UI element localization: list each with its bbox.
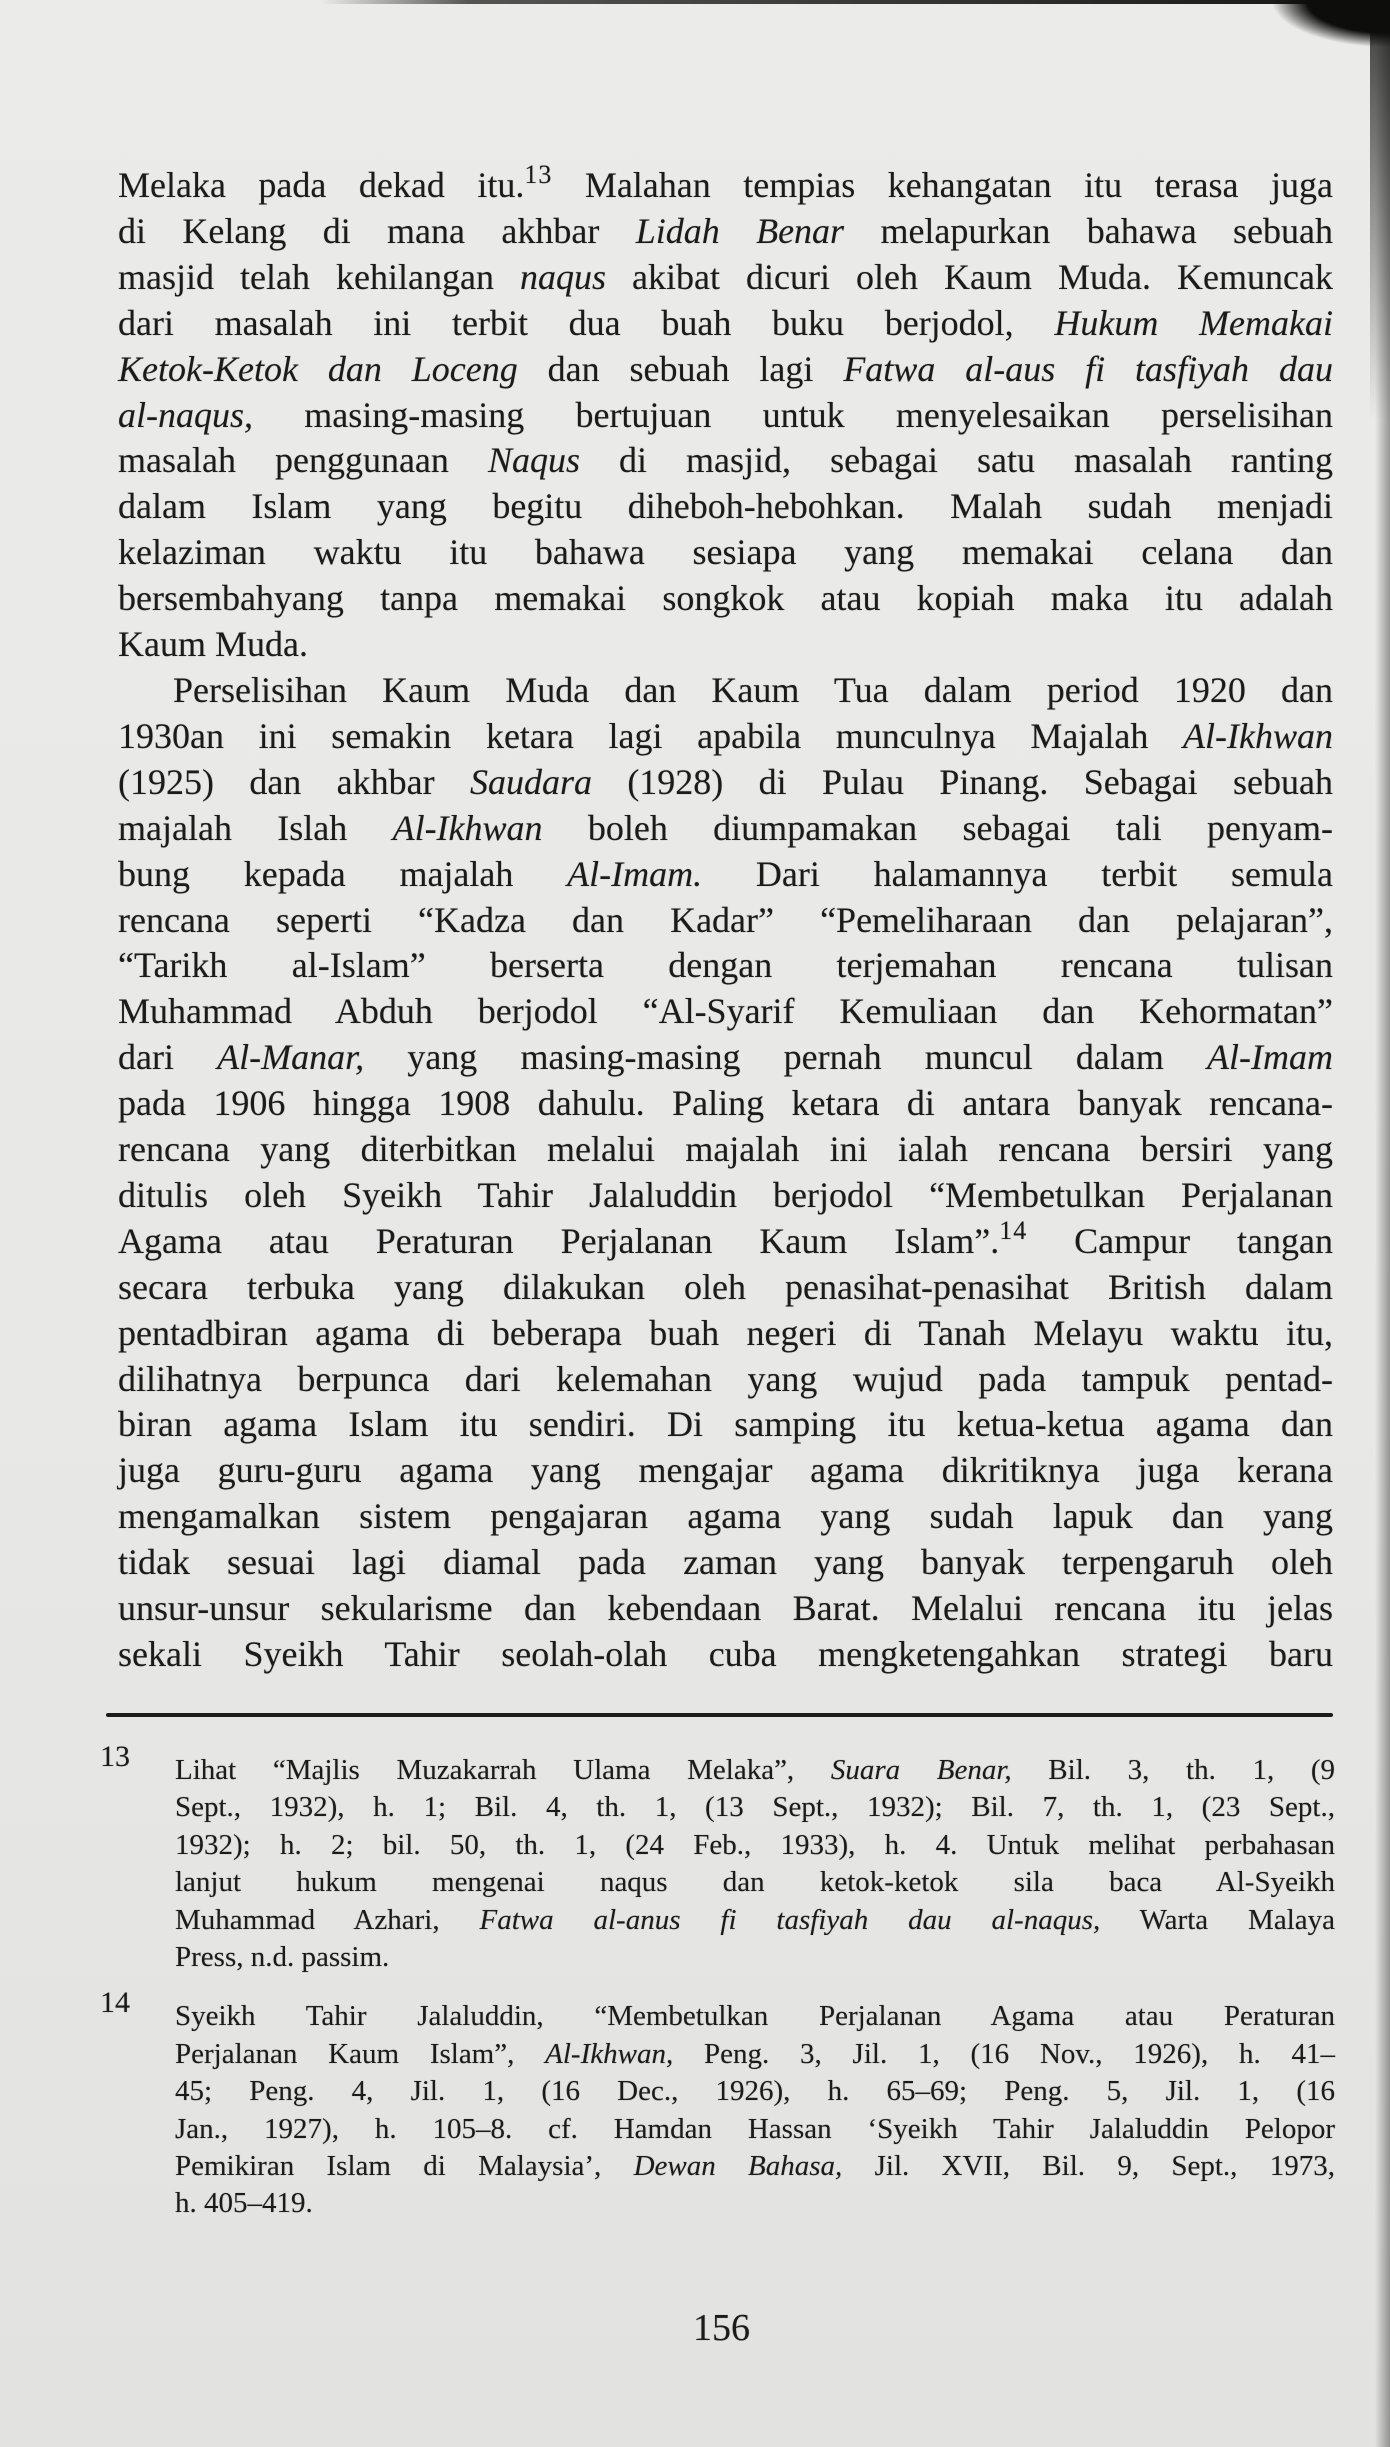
text-line: di Kelang di mana akhbar Lidah Benar melapurkan bahawa sebuah [118,210,1334,251]
text-line: mengamalkan sistem pengajaran agama yang sudah lapuk dan yang [118,1496,1333,1537]
text-line: Syeikh Tahir Jalaluddin, “Membetulkan Perjalanan Agama atau Peraturan [175,2000,1335,2033]
footnote-separator [106,1713,1333,1717]
footnote-marker: 14 [100,1986,130,2020]
text-line: Press, n.d. passim. [175,1941,390,1974]
text-line: dari masalah ini terbit dua buah buku berjodol, Hukum Memakai [118,302,1334,343]
text-line: dari Al-Manar, yang masing-masing pernah muncul dalam Al-Imam [118,1037,1334,1078]
text-line: h. 405–419. [175,2187,313,2220]
text-line: Lihat “Majlis Muzakarrah Ulama Melaka”, Suara Benar, Bil. 3, th. 1, (9 [175,1754,1335,1786]
text-line: rencana yang diterbitkan melalui majalah ini ialah rencana bersiri yang [118,1129,1333,1170]
text-line: dilihatnya berpunca dari kelemahan yang wujud pada tampuk pentad- [118,1358,1333,1399]
text-line: rencana seperti “Kadza dan Kadar” “Pemeliharaan dan pelajaran”, [118,899,1333,940]
text-line: “Tarikh al-Islam” berserta dengan terjemahan rencana tulisan [118,945,1333,986]
text-line: tidak sesuai lagi diamal pada zaman yang banyak terpengaruh oleh [118,1542,1333,1583]
text-line: Agama atau Peraturan Perjalanan Kaum Islam”.$^{14}$ Campur tangan [118,1215,1333,1261]
text-line: (1925) dan akhbar Saudara (1928) di Pulau Pinang. Sebagai sebuah [118,761,1333,802]
footnote-14 [100,1986,1336,2222]
footnote-marker: 13 [100,1740,130,1773]
text-line: 1932); h. 2; bil. 50, th. 1, (24 Feb., 1933), h. 4. Untuk melihat perbahasan [175,1828,1335,1861]
scan-corner-shadow [1230,0,1390,64]
text-line: Ketok-Ketok dan Loceng dan sebuah lagi Fatwa al-aus fi tasfiyah dau [118,348,1333,389]
text-line: Melaka pada dekad itu.$^{13}$ Malahan tempias kehangatan itu terasa juga [118,160,1333,205]
text-line: Perjalanan Kaum Islam”, Al-Ikhwan, Peng. 3, Jil. 1, (16 Nov., 1926), h. 41– [175,2037,1336,2070]
text-line: unsur-unsur sekularisme dan kebendaan Barat. Melalui rencana itu jelas [118,1588,1333,1629]
text-line: bung kepada majalah Al-Imam. Dari halamannya terbit semula [118,853,1333,894]
footnote-text [175,1998,1335,2222]
text-line: 1930an ini semakin ketara lagi apabila munculnya Majalah Al-Ikhwan [118,715,1333,756]
text-line: majalah Islah Al-Ikhwan boleh diumpamakan sebagai tali penyam- [118,807,1333,848]
text-line: Jan., 1927), h. 105–8. cf. Hamdan Hassan ‘Syeikh Tahir Jalaluddin Pelopor [175,2112,1335,2145]
text-line: ditulis oleh Syeikh Tahir Jalaluddin berjodol “Membetulkan Perjalanan [118,1174,1333,1215]
text-line: Muhammad Abduh berjodol “Al-Syarif Kemuliaan dan Kehormatan” [118,991,1333,1032]
text-line: 45; Peng. 4, Jil. 1, (16 Dec., 1926), h. 65–69; Peng. 5, Jil. 1, (16 [175,2075,1335,2108]
footnote-13 [100,1740,1335,1976]
paragraph [118,160,1334,668]
text-line: bersembahyang tanpa memakai songkok atau kopiah maka itu adalah [118,578,1333,619]
text-line: lanjut hukum mengenai naqus dan ketok-ketok sila baca Al-Syeikh [175,1866,1335,1899]
page-number: 156 [693,2307,750,2349]
footnote-text [175,1752,1335,1976]
text-line: Perselisihan Kaum Muda dan Kaum Tua dalam period 1920 dan [173,669,1333,710]
text-line: pada 1906 hingga 1908 dahulu. Paling ketara di antara banyak rencana- [118,1083,1333,1124]
text-line: al-naqus, masing-masing bertujuan untuk menyelesaikan perselisihan [118,394,1333,435]
text-line: biran agama Islam itu sendiri. Di samping itu ketua-ketua agama dan [118,1404,1333,1445]
text-line: juga guru-guru agama yang mengajar agama dikritiknya juga kerana [118,1450,1333,1491]
text-line: dalam Islam yang begitu diheboh-hebohkan. Malah sudah menjadi [118,486,1333,527]
text-line: masalah penggunaan Naqus di masjid, sebagai satu masalah ranting [118,440,1334,481]
text-line: Muhammad Azhari, Fatwa al-anus fi tasfiyah dau al-naqus, Warta Malaya [175,1903,1335,1936]
text-line: pentadbiran agama di beberapa buah negeri di Tanah Melayu waktu itu, [118,1312,1333,1353]
text-line: Sept., 1932), h. 1; Bil. 4, th. 1, (13 Sept., 1932); Bil. 7, th. 1, (23 Sept., [175,1791,1335,1824]
text-line: kelaziman waktu itu bahawa sesiapa yang memakai celana dan [118,532,1333,573]
text-line: sekali Syeikh Tahir seolah-olah cuba mengketengahkan strategi baru [118,1634,1333,1674]
text-line: secara terbuka yang dilakukan oleh penasihat-penasihat British dalam [118,1266,1333,1307]
text-line: Pemikiran Islam di Malaysia’, Dewan Bahasa, Jil. XVII, Bil. 9, Sept., 1973, [175,2150,1335,2183]
body-text [118,160,1334,1678]
text-line: Kaum Muda. [118,624,308,665]
text-line: masjid telah kehilangan naqus akibat dicuri oleh Kaum Muda. Kemuncak [118,256,1333,297]
footnotes [100,1740,1336,2223]
paragraph [118,668,1333,1678]
